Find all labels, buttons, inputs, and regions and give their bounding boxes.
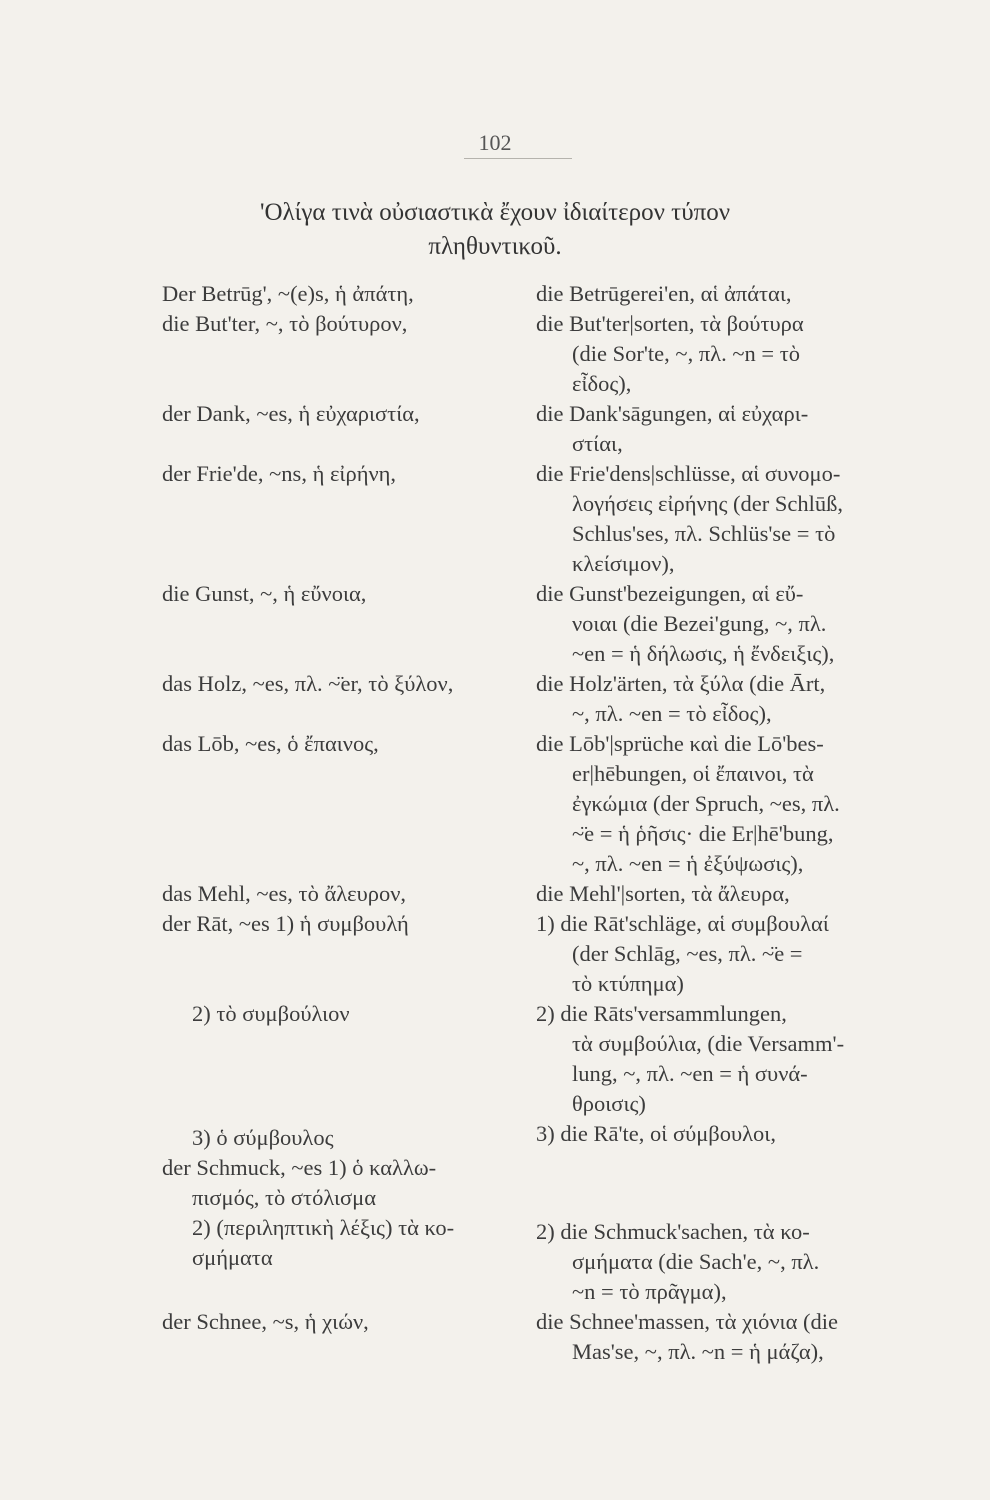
entry-friede-plural-line: λογήσεις εἰρήνης (der Schlūß, — [572, 491, 843, 516]
entry-rat-plural-line: τὸ κτύπημα) — [572, 971, 684, 996]
entry-schmuck-singular-line: der Schmuck, ~es 1) ὁ καλλω- — [162, 1155, 437, 1180]
entry-rat-sense-3: 3) ὁ σύμβουλος — [192, 1125, 334, 1150]
entry-lob-plural-line: ἐγκώμια (der Spruch, ~es, πλ. — [572, 791, 840, 816]
entry-gunst-singular: die Gunst, ~, ἡ εὔνοια, — [162, 581, 367, 606]
entry-rat-plural2-line: lung, ~, πλ. ~en = ἡ συνά- — [572, 1061, 808, 1086]
entry-rat-plural-line: (der Schlāg, ~es, πλ. ~̈e = — [572, 941, 803, 966]
entry-dank-singular: der Dank, ~es, ἡ εὐχαριστία, — [162, 401, 420, 426]
entry-lob-plural-line: ~, πλ. ~en = ἡ ἐξύψωσις), — [572, 851, 804, 876]
entry-holz-plural-line: ~, πλ. ~en = τὸ εἶδος), — [572, 701, 772, 726]
entry-holz-singular: das Holz, ~es, πλ. ~̈er, τὸ ξύλον, — [162, 671, 454, 696]
entry-butter-plural-line: εἶδος), — [572, 371, 632, 396]
entry-lob-singular: das Lōb, ~es, ὁ ἔπαινος, — [162, 731, 379, 756]
heading-line-2: πληθυντικοῦ. — [428, 233, 562, 260]
entry-betrug-plural: die Betrūgerei'en, αἱ ἀπάται, — [536, 281, 792, 306]
entry-rat-sense-2: 2) τὸ συμβούλιον — [192, 1001, 350, 1026]
entry-betrug-singular: Der Betrūg', ~(e)s, ἡ ἀπάτη, — [162, 281, 414, 306]
entry-friede-plural-line: Schlus'ses, πλ. Schlüs'se = τὸ — [572, 521, 836, 546]
entry-rat-plural3: 3) die Rā'te, οἱ σύμβουλοι, — [536, 1121, 776, 1146]
entry-schmuck-plural-line: σμήματα (die Sach'e, ~, πλ. — [572, 1249, 820, 1274]
entry-rat-plural2-line: θροισις) — [572, 1091, 646, 1116]
entry-lob-plural-line: er|hēbungen, οἱ ἔπαινοι, τὰ — [572, 761, 814, 786]
entry-lob-plural-line: die Lōb'|sprüche καὶ die Lō'bes- — [536, 731, 824, 756]
entry-mehl-plural: die Mehl'|sorten, τὰ ἄλευρα, — [536, 881, 790, 906]
entry-schmuck-plural-line: ~n = τὸ πρᾶγμα), — [572, 1279, 727, 1304]
entry-friede-singular: der Frie'de, ~ns, ἡ εἰρήνη, — [162, 461, 397, 486]
entry-schmuck-singular-line: πισμός, τὸ στόλισμα — [192, 1185, 377, 1210]
entry-butter-singular: die But'ter, ~, τὸ βούτυρον, — [162, 311, 408, 336]
entry-mehl-singular: das Mehl, ~es, τὸ ἄλευρον, — [162, 881, 407, 906]
entry-rat-plural2-line: τὰ συμβούλια, (die Versamm'- — [572, 1031, 845, 1056]
entry-schmuck-singular-line: 2) (περιληπτικὴ λέξις) τὰ κο- — [192, 1215, 455, 1240]
page-number: 102 — [478, 130, 512, 155]
entry-gunst-plural-line: νοιαι (die Bezei'gung, ~, πλ. — [572, 611, 827, 636]
entry-schmuck-singular-line: σμήματα — [192, 1245, 273, 1270]
entry-friede-plural-line: die Frie'dens|schlüsse, αἱ συνομο- — [536, 461, 841, 486]
entry-dank-plural-line: die Dank'sāgungen, αἱ εὐχαρι- — [536, 401, 809, 426]
entry-schmuck-plural-line: 2) die Schmuck'sachen, τὰ κο- — [536, 1219, 810, 1244]
entry-gunst-plural-line: ~en = ἡ δήλωσις, ἡ ἔνδειξις), — [572, 641, 835, 666]
heading-line-1: 'Ολίγα τινὰ οὐσιαστικὰ ἔχουν ἰδιαίτερον τύπον — [259, 199, 731, 226]
entry-schnee-plural-line: Mas'se, ~, πλ. ~n = ἡ μάζα), — [572, 1339, 824, 1364]
entry-friede-plural-line: κλείσιμον), — [572, 551, 675, 576]
entry-dank-plural-line: στίαι, — [572, 431, 623, 456]
entry-gunst-plural-line: die Gunst'bezeigungen, αἱ εὔ- — [536, 581, 804, 606]
entry-holz-plural-line: die Holz'ärten, τὰ ξύλα (die Ārt, — [536, 671, 826, 696]
entry-lob-plural-line: ~̈e = ἡ ῥῆσις· die Er|hē'bung, — [572, 821, 834, 846]
entry-butter-plural-line: (die Sor'te, ~, πλ. ~n = τὸ — [572, 341, 800, 366]
entry-rat-singular: der Rāt, ~es 1) ἡ συμβουλή — [162, 911, 409, 936]
entry-schnee-plural-line: die Schnee'massen, τὰ χιόνια (die — [536, 1309, 838, 1334]
entry-rat-plural-line: 1) die Rāt'schläge, αἱ συμβουλαί — [536, 911, 829, 936]
entry-rat-plural2-line: 2) die Rāts'versammlungen, — [536, 1001, 787, 1026]
entry-schnee-singular: der Schnee, ~s, ἡ χιών, — [162, 1309, 369, 1334]
entry-butter-plural-line: die But'ter|sorten, τὰ βούτυρα — [536, 311, 804, 336]
